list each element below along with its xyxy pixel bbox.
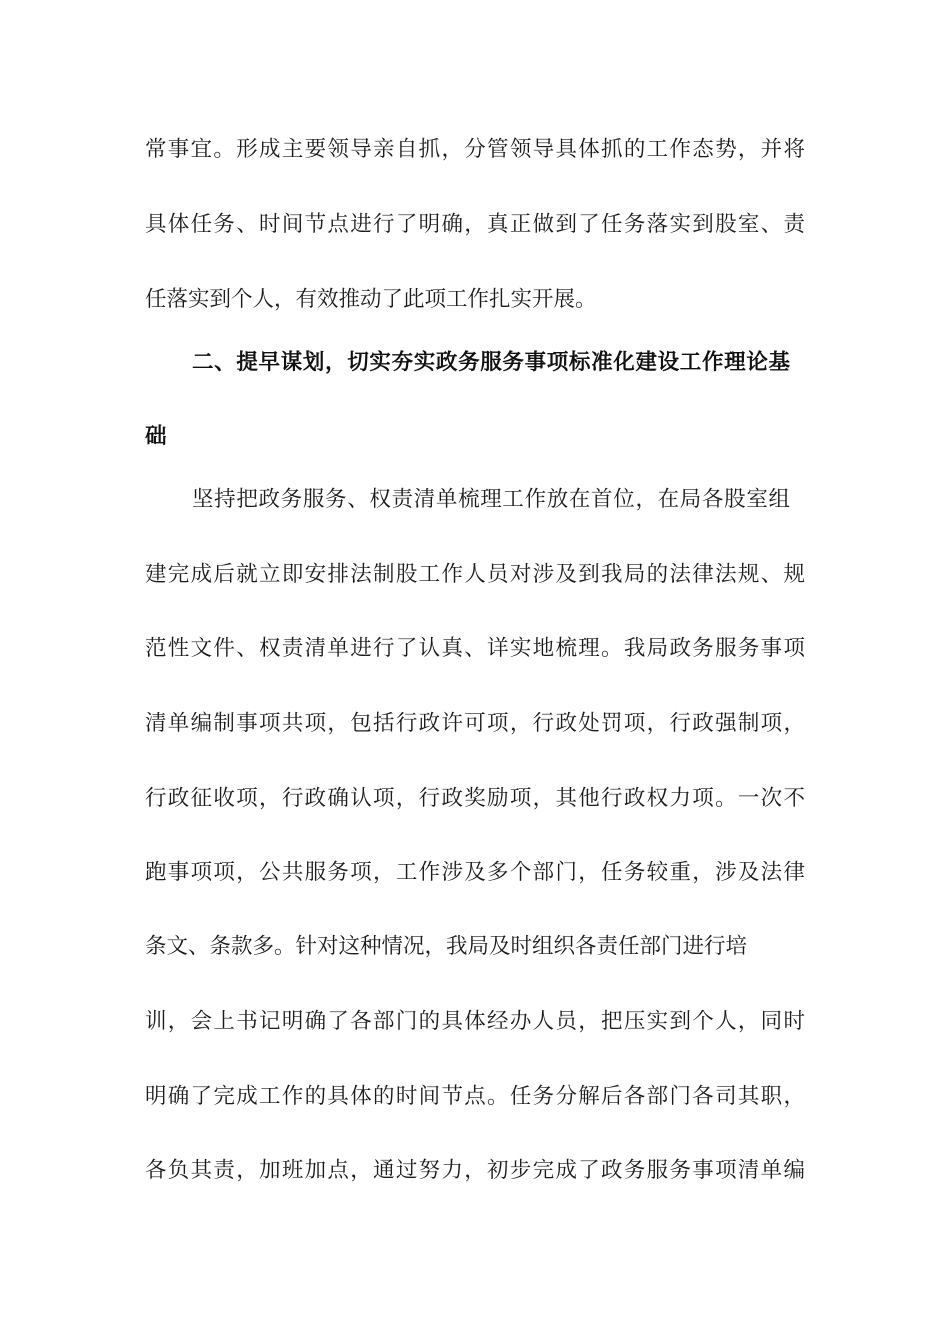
paragraph-line: 建完成后就立即安排法制股工作人员对涉及到我局的法律法规、规 [145, 562, 805, 587]
paragraph-line: 明确了完成工作的具体的时间节点。任务分解后各部门各司其职， [145, 1084, 805, 1109]
paragraph-line: 任落实到个人，有效推动了此项工作扎实开展。 [145, 287, 597, 312]
section-heading: 二、提早谋划，切实夯实政务服务事项标准化建设工作理论基 [192, 350, 790, 375]
paragraph-line: 坚持把政务服务、权责清单梳理工作放在首位，在局各股室组 [192, 487, 790, 512]
paragraph-line: 条文、条款多。针对这种情况，我局及时组织各责任部门进行培 [145, 934, 748, 959]
paragraph-line: 各负其责，加班加点，通过努力，初步完成了政务服务事项清单编 [145, 1158, 805, 1183]
section-heading-continuation: 础 [145, 424, 167, 449]
paragraph-line: 范性文件、权责清单进行了认真、详实地梳理。我局政务服务事项 [145, 636, 805, 661]
paragraph-line: 常事宜。形成主要领导亲自抓，分管领导具体抓的工作态势，并将 [145, 137, 805, 162]
paragraph-line: 跑事项项，公共服务项，工作涉及多个部门，任务较重，涉及法律 [145, 860, 805, 885]
paragraph-line: 清单编制事项共项，包括行政许可项，行政处罚项，行政强制项， [145, 711, 805, 736]
paragraph-line: 具体任务、时间节点进行了明确，真正做到了任务落实到股室、责 [145, 212, 805, 237]
paragraph-line: 训，会上书记明确了各部门的具体经办人员，把压实到个人，同时 [145, 1009, 805, 1034]
paragraph-line: 行政征收项，行政确认项，行政奖励项，其他行政权力项。一次不 [145, 786, 805, 811]
